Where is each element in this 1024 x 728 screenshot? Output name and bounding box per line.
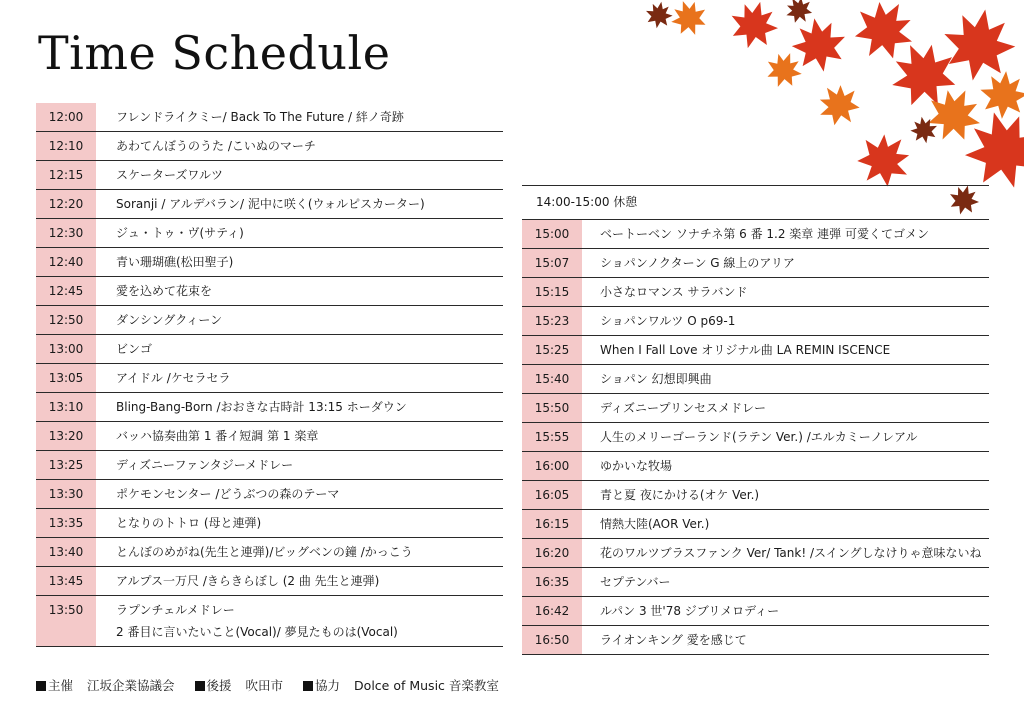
program-cell: スケーターズワルツ <box>116 168 224 182</box>
program-cell: ベートーベン ソナチネ第 6 番 1.2 楽章 連弾 可愛くてゴメン <box>600 227 929 241</box>
time-cell: 13:35 <box>36 509 96 537</box>
program-cell: ショパン 幻想即興曲 <box>600 372 712 386</box>
square-bullet-icon <box>303 681 313 691</box>
time-cell: 15:23 <box>522 307 582 335</box>
page-title: Time Schedule <box>38 26 391 80</box>
program-cell: 青と夏 夜にかける(オケ Ver.) <box>600 488 760 502</box>
program-cell: あわてんぼうのうた /こいぬのマーチ <box>116 139 316 153</box>
schedule-row <box>36 422 503 451</box>
time-cell: 12:40 <box>36 248 96 276</box>
schedule-row <box>36 190 503 219</box>
time-cell: 15:07 <box>522 249 582 277</box>
schedule-row <box>36 335 503 364</box>
schedule-row <box>522 510 989 539</box>
time-cell: 13:20 <box>36 422 96 450</box>
time-cell: 16:42 <box>522 597 582 625</box>
program-cell: ライオンキング 愛を感じて <box>600 633 747 647</box>
time-cell: 12:20 <box>36 190 96 218</box>
time-cell: 13:45 <box>36 567 96 595</box>
schedule-row <box>522 307 989 336</box>
schedule-row <box>522 481 989 510</box>
schedule-row <box>522 365 989 394</box>
program-cell: セプテンバー <box>600 575 671 589</box>
schedule-row <box>36 161 503 190</box>
time-cell: 13:00 <box>36 335 96 363</box>
schedule-row <box>36 480 503 509</box>
square-bullet-icon <box>195 681 205 691</box>
coop-name: Dolce of Music 音楽教室 <box>354 678 499 693</box>
schedule-row <box>522 220 989 249</box>
schedule-row <box>36 596 503 647</box>
time-cell: 16:20 <box>522 539 582 567</box>
time-cell: 12:00 <box>36 103 96 131</box>
time-cell: 15:50 <box>522 394 582 422</box>
program-cell: ポケモンセンター /どうぶつの森のテーマ <box>116 487 340 501</box>
host-label: 主催 <box>48 678 74 693</box>
schedule-row <box>36 567 503 596</box>
time-cell: 16:50 <box>522 626 582 654</box>
time-cell: 16:15 <box>522 510 582 538</box>
program-cell: 人生のメリーゴーランド(ラテン Ver.) /エルカミーノレアル <box>600 430 918 444</box>
time-cell: 13:30 <box>36 480 96 508</box>
time-cell: 13:50 <box>36 596 96 646</box>
schedule-row <box>36 248 503 277</box>
program-line: ラプンチェルメドレー <box>116 603 235 617</box>
program-cell: アルプス一万尺 /きらきらぼし (2 曲 先生と連弾) <box>116 574 380 588</box>
schedule-row <box>36 451 503 480</box>
host-name: 江坂企業協議会 <box>87 678 175 693</box>
program-cell: ルパン 3 世'78 ジブリメロディー <box>600 604 780 618</box>
time-cell: 13:05 <box>36 364 96 392</box>
program-cell: ゆかいな牧場 <box>600 459 673 473</box>
coop-label: 協力 <box>315 678 341 693</box>
program-cell: 愛を込めて花束を <box>116 284 213 298</box>
schedule-row <box>522 568 989 597</box>
time-cell: 12:50 <box>36 306 96 334</box>
time-cell: 13:25 <box>36 451 96 479</box>
time-cell: 16:00 <box>522 452 582 480</box>
program-cell: アイドル /ケセラセラ <box>116 371 231 385</box>
time-cell: 16:35 <box>522 568 582 596</box>
schedule-row <box>36 509 503 538</box>
program-cell: フレンドライクミー/ Back To The Future / 絆ノ奇跡 <box>116 110 404 124</box>
program-cell: Bling-Bang-Born /おおきな古時計 13:15 ホーダウン <box>116 400 407 414</box>
program-line: 2 番目に言いたいこと(Vocal)/ 夢見たものは(Vocal) <box>116 625 398 639</box>
break-row: 14:00-15:00 休憩 <box>522 185 989 220</box>
program-cell: 花のワルツブラスファンク Ver/ Tank! /スイングしなけりゃ意味ないね <box>600 546 982 560</box>
schedule-row <box>36 103 503 132</box>
time-cell: 13:10 <box>36 393 96 421</box>
program-cell: 青い珊瑚礁(松田聖子) <box>116 255 234 269</box>
support-name: 吹田市 <box>245 678 284 693</box>
program-cell: ジュ・トゥ・ヴ(サティ) <box>116 226 244 240</box>
program-cell: ショパンノクターン G 線上のアリア <box>600 256 795 270</box>
program-cell: バッハ協奏曲第 1 番イ短調 第 1 楽章 <box>116 429 319 443</box>
time-cell: 15:25 <box>522 336 582 364</box>
schedule-row <box>522 278 989 307</box>
schedule-row <box>522 423 989 452</box>
schedule-row <box>36 132 503 161</box>
program-cell: ディズニーファンタジーメドレー <box>116 458 294 472</box>
schedule-row <box>522 249 989 278</box>
program-cell: とんぼのめがね(先生と連弾)/ビッグベンの鐘 /かっこう <box>116 545 413 559</box>
schedule-row <box>522 539 989 568</box>
program-cell: 小さなロマンス サラバンド <box>600 285 748 299</box>
time-cell: 12:15 <box>36 161 96 189</box>
schedule-row <box>522 452 989 481</box>
time-cell: 15:55 <box>522 423 582 451</box>
schedule-row <box>36 277 503 306</box>
support-label: 後援 <box>206 678 232 693</box>
schedule-row <box>522 336 989 365</box>
square-bullet-icon <box>36 681 46 691</box>
schedule-row <box>522 626 989 655</box>
schedule-row <box>36 393 503 422</box>
time-cell: 12:45 <box>36 277 96 305</box>
program-cell: ビンゴ <box>116 342 153 356</box>
schedule-row <box>522 597 989 626</box>
time-cell: 16:05 <box>522 481 582 509</box>
program-cell: Soranji / アルデバラン/ 泥中に咲く(ウォルピスカーター) <box>116 197 425 211</box>
program-cell: ショパンワルツ O p69-1 <box>600 314 736 328</box>
schedule-row <box>36 219 503 248</box>
time-cell: 15:40 <box>522 365 582 393</box>
program-cell: となりのトトロ (母と連弾) <box>116 516 262 530</box>
right-schedule-column <box>522 185 989 655</box>
program-cell: ディズニープリンセスメドレー <box>600 401 766 415</box>
time-cell: 15:00 <box>522 220 582 248</box>
program-cell: ダンシングクィーン <box>116 313 223 327</box>
time-cell: 15:15 <box>522 278 582 306</box>
left-schedule-column <box>36 103 503 647</box>
schedule-row <box>522 394 989 423</box>
schedule-row <box>36 538 503 567</box>
time-cell: 12:10 <box>36 132 96 160</box>
program-cell: When I Fall Love オリジナル曲 LA REMIN ISCENCE <box>600 343 891 357</box>
time-cell: 13:40 <box>36 538 96 566</box>
time-cell: 12:30 <box>36 219 96 247</box>
program-cell <box>96 596 503 646</box>
program-cell: 情熱大陸(AOR Ver.) <box>600 517 710 531</box>
schedule-row <box>36 306 503 335</box>
footer-credits <box>36 676 515 694</box>
schedule-row <box>36 364 503 393</box>
